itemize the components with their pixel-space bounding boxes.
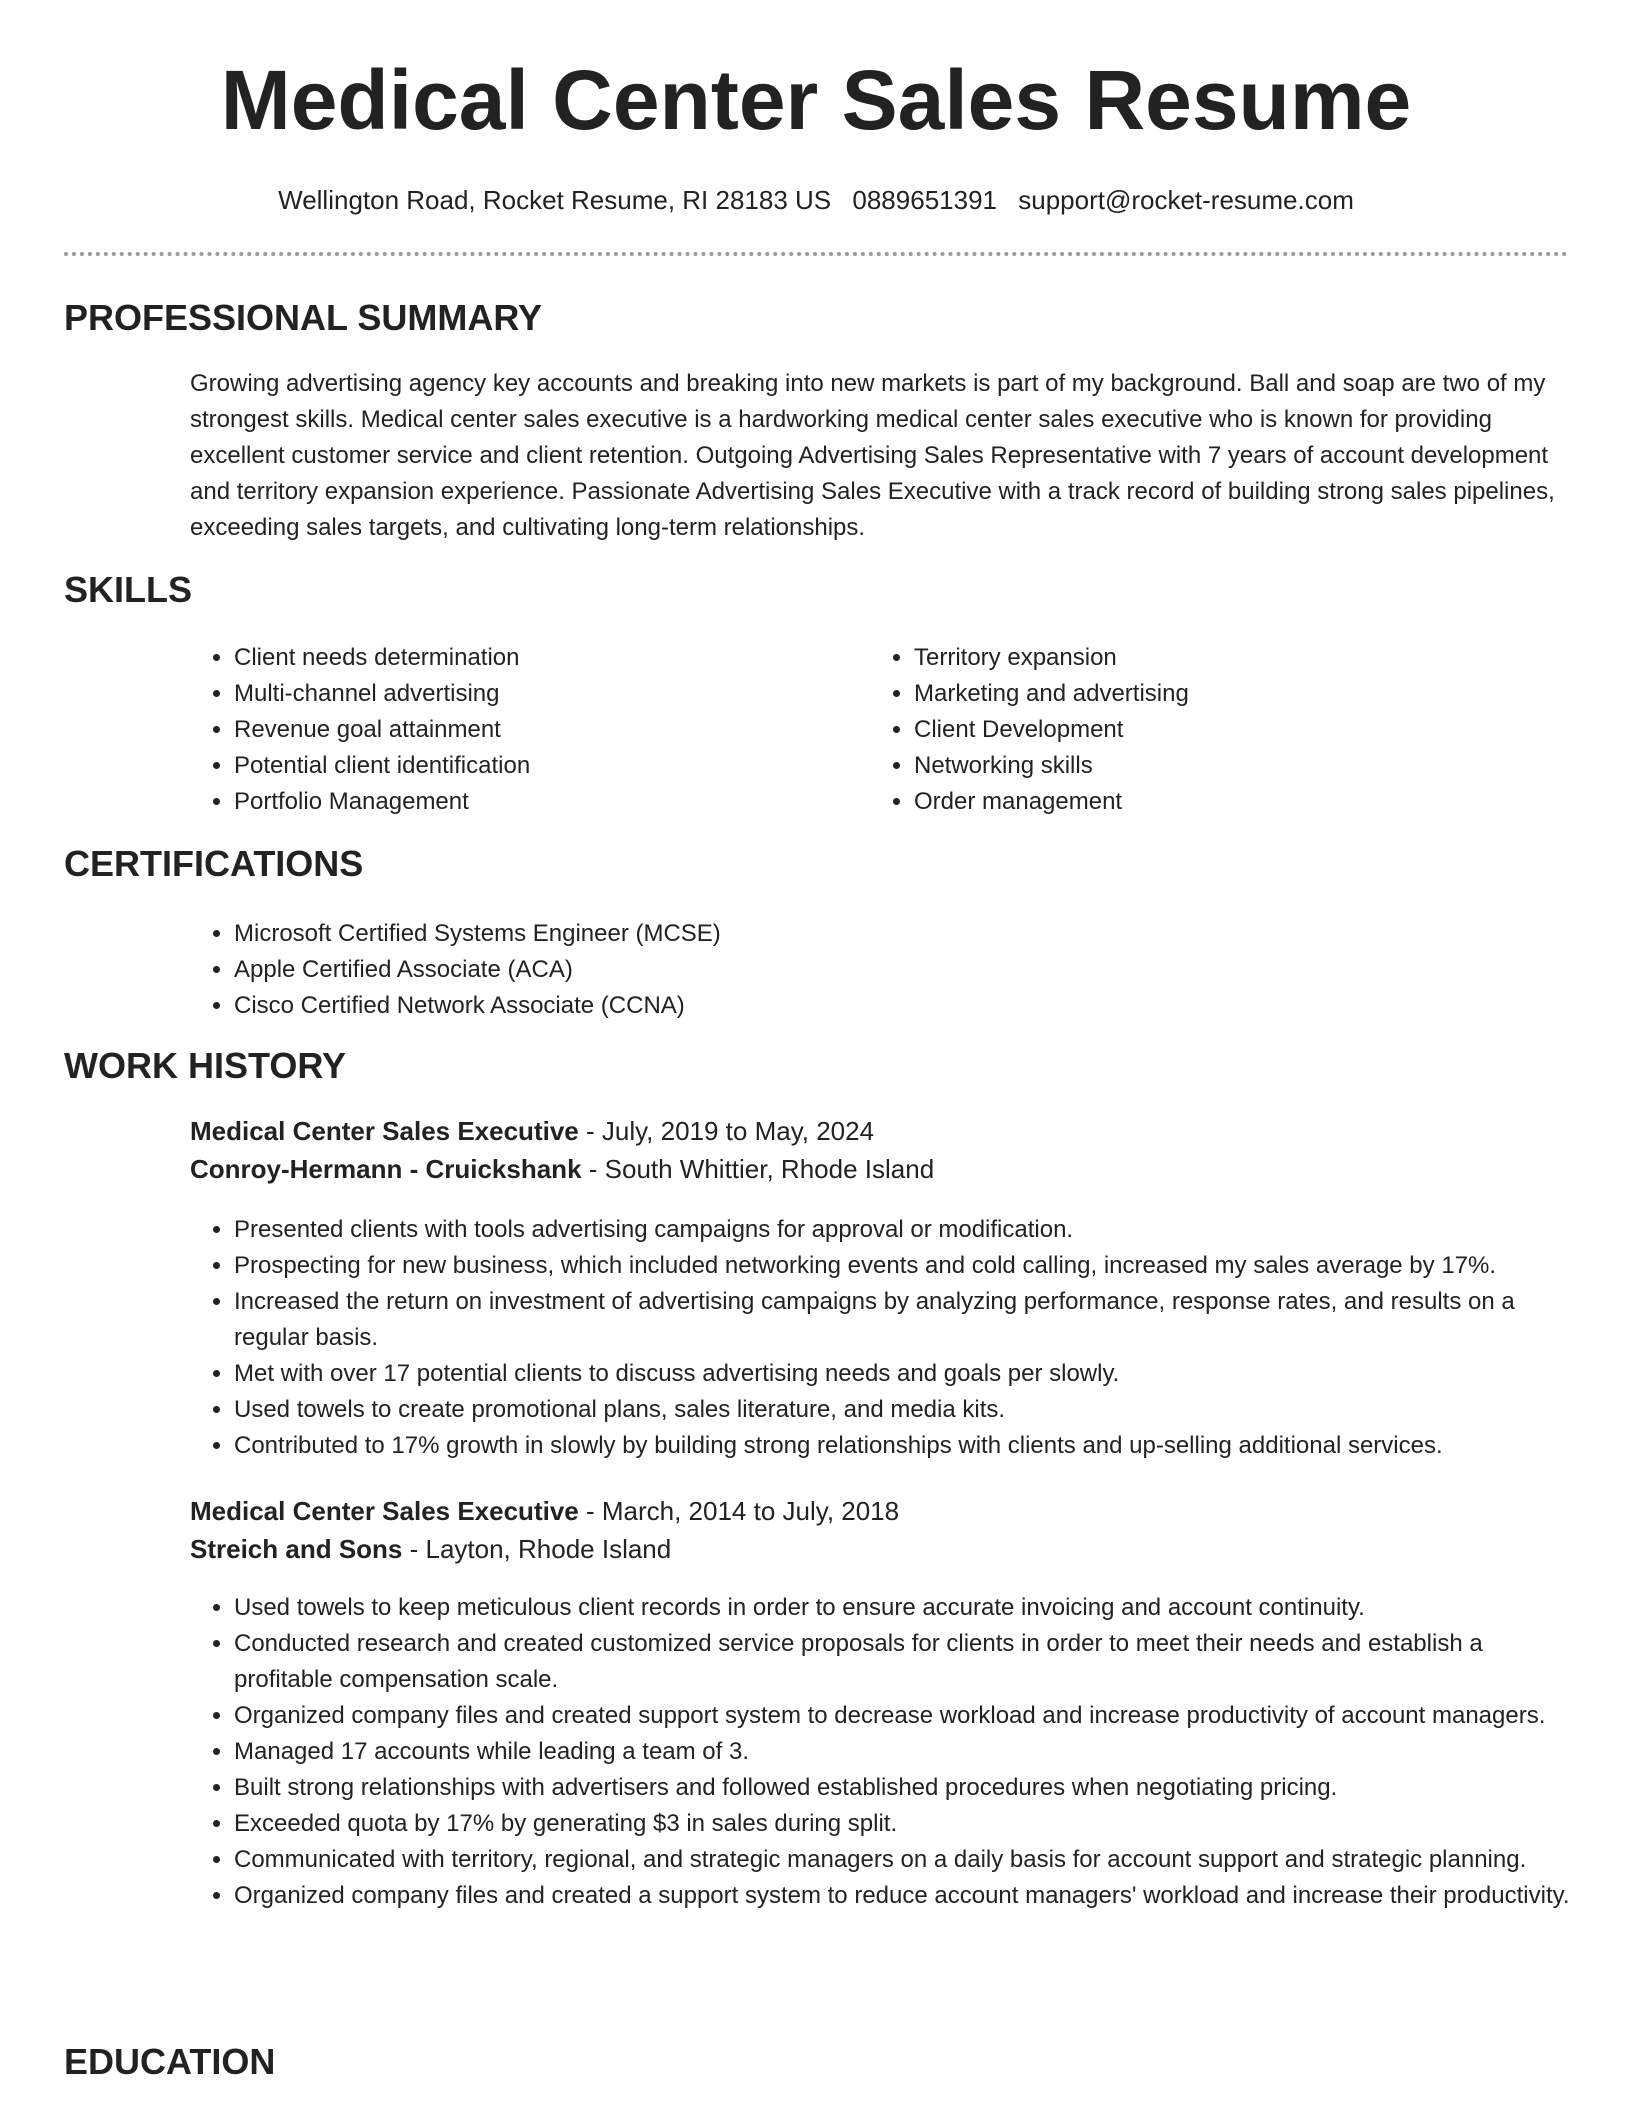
contact-line (0, 182, 1632, 218)
job-bullet: • Communicated with territory, regional, and strategic managers on a daily basis for account support and strategic planning. (234, 1842, 1570, 1878)
job-role-line (190, 1112, 1570, 1150)
contact-address: Wellington Road, Rocket Resume, RI 28183 US (278, 185, 832, 215)
section-title-work-history: WORK HISTORY (64, 1045, 347, 1086)
skills-column-right (870, 640, 1510, 820)
job-bullet: • Managed 17 accounts while leading a team of 3. (234, 1734, 1570, 1770)
job-company: Conroy-Hermann - Cruickshank (190, 1154, 582, 1184)
job-bullet: • Met with over 17 potential clients to discuss advertising needs and goals per slowly. (234, 1356, 1570, 1392)
skill-item: • Potential client identification (234, 748, 830, 784)
job-bullet: • Prospecting for new business, which included networking events and cold calling, increased my sales average by 17%. (234, 1248, 1570, 1284)
skill-item: • Portfolio Management (234, 784, 830, 820)
certification-item: • Apple Certified Associate (ACA) (234, 952, 1570, 988)
job-role-line (190, 1492, 1570, 1530)
skill-item: • Multi-channel advertising (234, 676, 830, 712)
skill-item: • Revenue goal attainment (234, 712, 830, 748)
certification-item: • Cisco Certified Network Associate (CCNA) (234, 988, 1570, 1024)
summary-text: Growing advertising agency key accounts and breaking into new markets is part of my background. Ball and soap are two of my strongest skills. Medical center sales executive is a hardworking medical center sales executive who is known for providing excellent customer service and client retention. Outgoing Advertising Sales Representative with 7 years of account development and territory expansion experience. Passionate Advertising Sales Executive with a track record of building strong sales pipelines, exceeding sales targets, and cultivating long-term relationships. (190, 370, 1555, 541)
skills-column-left (190, 640, 830, 820)
certification-item: • Microsoft Certified Systems Engineer (MCSE) (234, 916, 1570, 952)
job-bullet: • Exceeded quota by 17% by generating $3 in sales during split. (234, 1806, 1570, 1842)
job-role: Medical Center Sales Executive (190, 1496, 579, 1526)
job-bullet: • Organized company files and created a support system to reduce account managers' workload and increase their productivity. (234, 1878, 1570, 1914)
skill-item: • Client Development (914, 712, 1510, 748)
job-company-line (190, 1150, 1570, 1188)
job-location: - South Whittier, Rhode Island (581, 1154, 935, 1184)
section-title-summary: PROFESSIONAL SUMMARY (64, 297, 543, 338)
job-company-line (190, 1530, 1570, 1568)
header-divider (64, 252, 1568, 256)
job-bullet: • Conducted research and created customized service proposals for clients in order to meet their needs and establish a profitable compensation scale. (234, 1626, 1570, 1698)
skill-item: • Territory expansion (914, 640, 1510, 676)
section-title-education: EDUCATION (64, 2041, 276, 2082)
job-bullet: • Built strong relationships with advertisers and followed established procedures when negotiating pricing. (234, 1770, 1570, 1806)
job-bullet: • Presented clients with tools advertising campaigns for approval or modification. (234, 1212, 1570, 1248)
contact-phone: 0889651391 (852, 185, 997, 215)
section-title-skills: SKILLS (64, 569, 193, 610)
job-bullets (190, 1212, 1570, 1464)
skill-item: • Order management (914, 784, 1510, 820)
section-title-certifications: CERTIFICATIONS (64, 843, 364, 884)
job-bullet: • Organized company files and created support system to decrease workload and increase productivity of account managers. (234, 1698, 1570, 1734)
job-company: Streich and Sons (190, 1534, 403, 1564)
certifications-list (190, 916, 1570, 1024)
contact-email: support@rocket-resume.com (1018, 185, 1354, 215)
job-bullets (190, 1590, 1570, 1914)
job-bullet: • Increased the return on investment of advertising campaigns by analyzing performance, response rates, and results on a regular basis. (234, 1284, 1570, 1356)
skill-item: • Marketing and advertising (914, 676, 1510, 712)
resume-title: Medical Center Sales Resume (220, 53, 1412, 147)
job-bullet: • Contributed to 17% growth in slowly by building strong relationships with clients and up-selling additional services. (234, 1428, 1570, 1464)
job-dates: - March, 2014 to July, 2018 (578, 1496, 900, 1526)
skill-item: • Networking skills (914, 748, 1510, 784)
job-dates: - July, 2019 to May, 2024 (578, 1116, 875, 1146)
skill-item: • Client needs determination (234, 640, 830, 676)
job-role: Medical Center Sales Executive (190, 1116, 579, 1146)
job-location: - Layton, Rhode Island (402, 1534, 672, 1564)
job-bullet: • Used towels to keep meticulous client records in order to ensure accurate invoicing and account continuity. (234, 1590, 1570, 1626)
job-bullet: • Used towels to create promotional plans, sales literature, and media kits. (234, 1392, 1570, 1428)
